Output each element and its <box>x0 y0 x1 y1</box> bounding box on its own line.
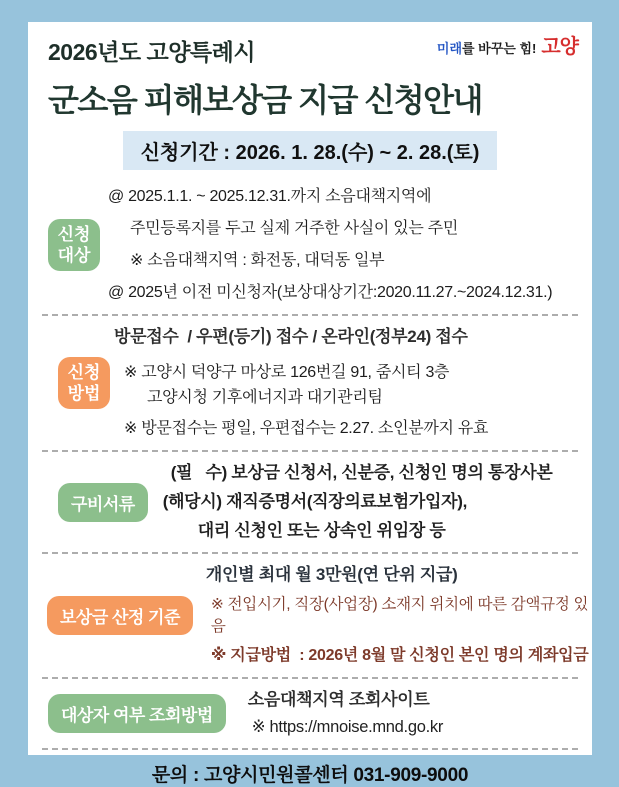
target-line-3: ※ 소음대책지역 : 화전동, 대덕동 일부 <box>130 252 385 269</box>
section-required-documents <box>28 462 592 542</box>
method-badge <box>58 357 110 409</box>
method-line-4: ※ 방문접수는 평일, 우편접수는 2.27. 소인분까지 유효 <box>124 420 489 437</box>
section-compensation-criteria <box>28 564 592 667</box>
city-brand-logo <box>437 30 578 59</box>
slogan-text: 를 바꾸는 힘! <box>462 41 537 56</box>
section-eligibility-lookup <box>28 689 592 738</box>
target-badge-line2: 대상 <box>57 246 91 265</box>
target-badge-line1: 신청 <box>57 225 91 244</box>
compensation-line-3: ※ 지급방법 : 2026년 8월 말 신청인 본인 명의 계좌입금 <box>210 647 589 664</box>
target-badge <box>48 219 100 271</box>
section-divider <box>42 314 578 316</box>
contact-line: 문의 : 고양시민원콜센터 031-909-9000 <box>151 765 469 786</box>
documents-lines <box>163 462 592 542</box>
method-badge-line1: 신청 <box>67 363 101 382</box>
section-application-target <box>28 186 592 304</box>
slogan-highlight: 미래 <box>436 41 463 56</box>
documents-line-2: (해당시) 재직증명서(직장의료보험가입자), <box>162 492 468 511</box>
compensation-badge: 보상금 산정 기준 <box>47 596 193 635</box>
compensation-lines <box>206 564 592 667</box>
compensation-line-2: ※ 전입시기, 직장(사업장) 소재지 위치에 따른 감액규정 있음 <box>210 596 589 635</box>
documents-line-1: (필 수) 보상금 신청서, 신분증, 신청인 명의 통장사본 <box>170 463 553 482</box>
target-line-2: 주민등록지를 두고 실제 거주한 사실이 있는 주민 <box>130 220 458 237</box>
method-badge-line2: 방법 <box>67 384 101 403</box>
target-lines <box>108 186 592 304</box>
section-divider <box>42 450 578 452</box>
poster-panel <box>28 22 592 786</box>
target-line-4: @ 2025년 이전 미신청자(보상대상기간:2020.11.27.~2024.12.31.) <box>108 284 553 301</box>
method-line-1: 방문접수 / 우편(등기) 접수 / 온라인(정부24) 접수 <box>114 327 468 346</box>
lookup-lines <box>248 689 592 738</box>
noise-zone-site-link[interactable]: ※ https://mnoise.mnd.go.kr <box>251 718 444 736</box>
section-divider <box>42 677 578 679</box>
city-logo-text: 고양 <box>541 36 578 58</box>
poster-header <box>28 22 592 121</box>
lookup-badge: 대상자 여부 조회방법 <box>48 694 226 733</box>
section-divider <box>42 748 578 750</box>
documents-badge: 구비서류 <box>58 483 148 522</box>
documents-line-3: 대리 신청인 또는 상속인 위임장 등 <box>197 521 446 540</box>
method-line-2: ※ 고양시 덕양구 마상로 126번길 91, 줌시티 3층 <box>124 364 450 381</box>
header-subtitle: 2026년도 고양특례시 <box>48 39 256 65</box>
target-line-1: @ 2025.1.1. ~ 2025.12.31.까지 소음대책지역에 <box>108 188 432 205</box>
section-application-method <box>28 326 592 440</box>
compensation-line-1: 개인별 최대 월 3만원(연 단위 지급) <box>205 565 458 584</box>
lookup-site-label: 소음대책지역 조회사이트 <box>247 690 430 709</box>
application-period-banner: 신청기간 : 2026. 1. 28.(수) ~ 2. 28.(토) <box>123 131 498 170</box>
section-divider <box>42 552 578 554</box>
method-line-3: 고양시청 기후에너지과 대기관리팀 <box>147 389 383 406</box>
poster-title: 군소음 피해보상금 지급 신청안내 <box>48 82 482 118</box>
method-lines <box>114 326 592 440</box>
